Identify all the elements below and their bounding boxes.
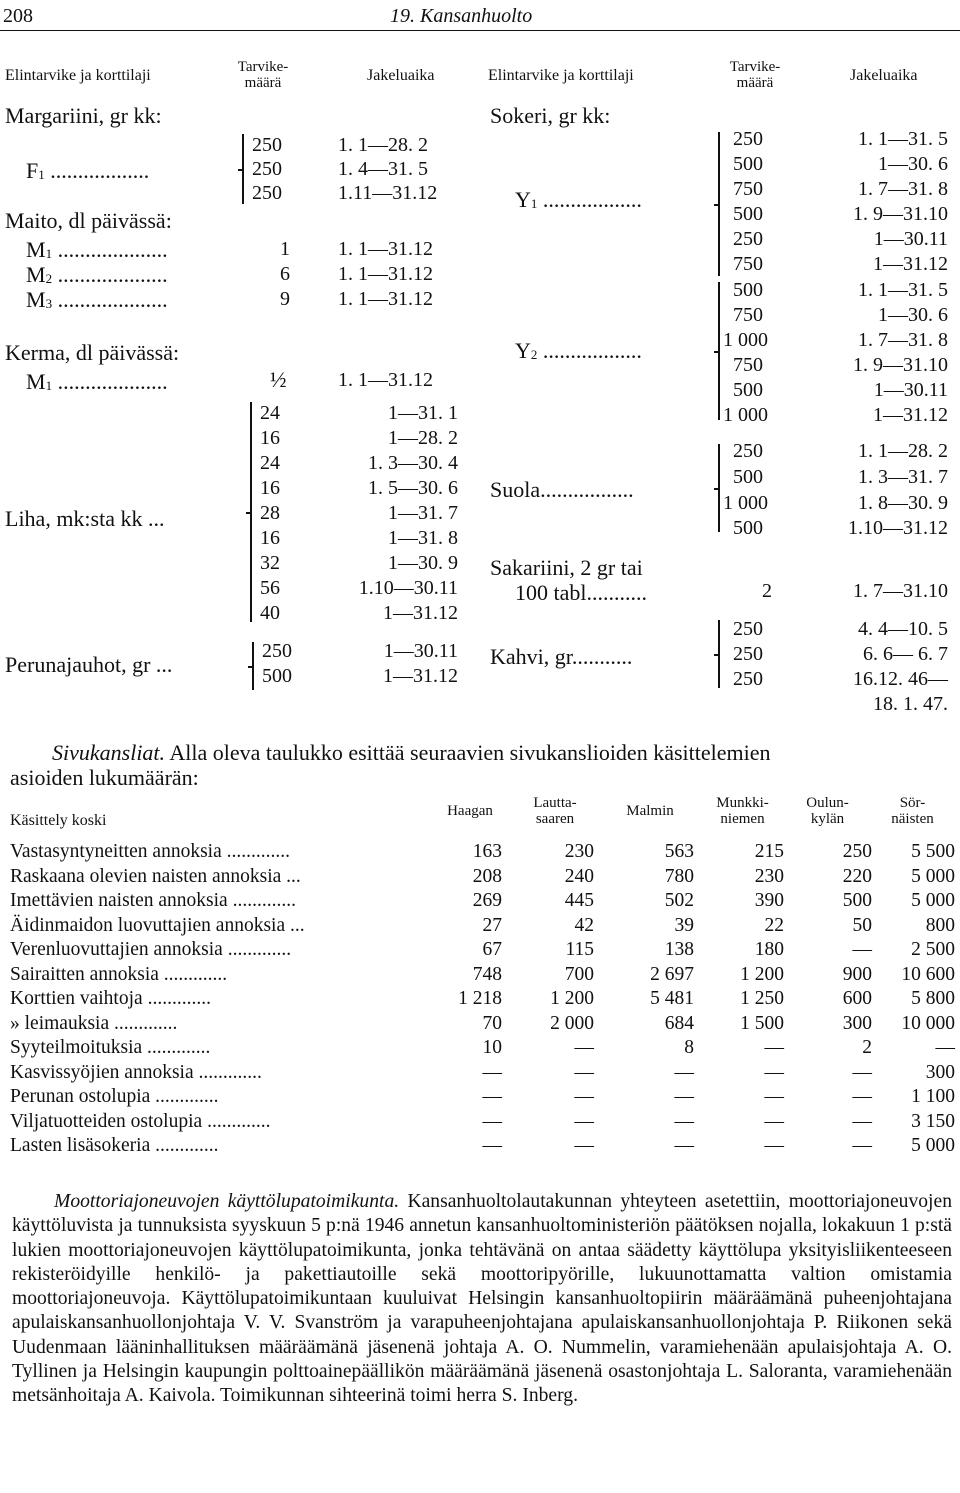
value-cell: — — [674, 1110, 694, 1132]
leader-dots: ............. — [227, 890, 296, 911]
right-header-item: Elintarvike ja korttilaji — [488, 67, 634, 84]
stats-header-col: Lautta- saaren — [533, 795, 577, 827]
row-label-text: Raskaana olevien naisten annoksia ... — [10, 865, 301, 887]
value-cell: — — [852, 1086, 872, 1107]
value-cell: 445 — [564, 890, 594, 911]
row-label-kahvi: Kahvi, gr........... — [490, 644, 633, 669]
amount-cell: 500 — [733, 379, 763, 401]
value-cell: — — [574, 1086, 594, 1107]
stats-header-col: Haagan — [447, 803, 493, 819]
value-cell: 5 800 — [911, 988, 955, 1009]
row-label — [10, 987, 430, 1012]
amount-cell: 250 — [733, 228, 763, 250]
stats-header-col: Malmin — [626, 803, 674, 819]
value-cell: 5 000 — [911, 1135, 955, 1156]
period-cell: 1. 1—28. 2 — [338, 134, 428, 156]
value-cell: 115 — [565, 939, 594, 960]
row-label-text: Äidinmaidon luovuttajien annoksia ... — [10, 914, 305, 936]
value-cell: 390 — [754, 890, 784, 911]
row-label-liha: Liha, mk:sta kk ... — [5, 506, 165, 531]
row-label — [10, 840, 430, 865]
value-cell: 10 600 — [901, 963, 955, 985]
period-cell: 1—31. 7 — [388, 502, 458, 524]
row-label-text: » leimauksia — [10, 1012, 110, 1034]
value-cell: 300 — [842, 1012, 872, 1034]
left-header-item: Elintarvike ja korttilaji — [5, 67, 151, 84]
amount-cell: 500 — [733, 279, 763, 301]
amount-cell: 1 000 — [723, 404, 768, 426]
value-cell: 600 — [842, 988, 872, 1009]
right-header-amount: Tarvike- määrä — [729, 59, 781, 91]
value-cell: — — [574, 1135, 594, 1156]
row-label-text: Korttien vaihtoja — [10, 988, 143, 1009]
row-label-margariini: Margariini, gr kk: — [5, 103, 162, 128]
row-label — [10, 1061, 430, 1086]
period-cell: 1. 1—31.12 — [338, 369, 433, 391]
table-row — [10, 1134, 955, 1159]
amount-cell: 2 — [762, 580, 772, 602]
period-cell: 1.10—31.12 — [848, 517, 948, 539]
value-cell: 5 000 — [911, 890, 955, 911]
table-row — [10, 1110, 955, 1135]
period-cell: 1—30. 6 — [878, 153, 948, 175]
row-label-text: Sairaitten annoksia — [10, 963, 159, 985]
row-label-m3: M3 .................... — [26, 287, 168, 312]
amount-cell: 56 — [260, 577, 280, 599]
value-cell: 2 000 — [550, 1012, 594, 1034]
amount-cell: 28 — [260, 502, 280, 524]
value-cell: — — [574, 1061, 594, 1083]
sivukansliat-intro — [52, 740, 771, 766]
row-label — [10, 1134, 430, 1159]
amount-cell: 1 000 — [723, 329, 768, 351]
table-row — [10, 963, 955, 988]
value-cell: 5 500 — [911, 841, 955, 862]
amount-cell: 250 — [733, 643, 763, 665]
amount-cell: 500 — [733, 203, 763, 225]
row-label-text: Vastasyntyneitten annoksia — [10, 841, 222, 862]
value-cell: 2 697 — [650, 963, 694, 985]
value-cell: 900 — [842, 963, 872, 985]
period-cell: 1. 8—30. 9 — [858, 492, 948, 514]
brace — [718, 444, 720, 532]
amount-cell: 250 — [252, 134, 282, 156]
value-cell: 22 — [764, 914, 784, 936]
stats-header-col: Oulun- kylän — [806, 795, 849, 827]
value-cell: 208 — [472, 865, 502, 887]
value-cell: — — [764, 1086, 784, 1107]
value-cell: 39 — [674, 914, 694, 936]
period-cell: 1—31.12 — [873, 404, 948, 426]
value-cell: 5 000 — [911, 865, 955, 887]
amount-cell: 750 — [733, 178, 763, 200]
row-label-sakariini-2: 100 tabl........... — [515, 580, 647, 605]
value-cell: 1 250 — [740, 988, 784, 1009]
table-row — [10, 914, 955, 939]
brace — [250, 402, 252, 622]
period-cell: 1. 1—31. 5 — [858, 279, 948, 301]
row-label — [10, 1036, 430, 1061]
amount-cell: 16 — [260, 427, 280, 449]
running-title: 19. Kansanhuolto — [390, 5, 533, 27]
amount-cell: 250 — [733, 440, 763, 462]
brace — [718, 132, 720, 276]
value-cell: 180 — [754, 939, 784, 960]
row-label-suola: Suola................. — [490, 477, 634, 502]
value-cell: — — [482, 1135, 502, 1156]
row-label — [10, 1110, 430, 1135]
row-label-kerma: Kerma, dl päivässä: — [5, 340, 180, 365]
value-cell: 780 — [664, 865, 694, 887]
period-cell: 1—31.12 — [383, 665, 458, 687]
amount-cell: 16 — [260, 477, 280, 499]
period-cell: 1—31. 1 — [388, 402, 458, 424]
left-header-amount: Tarvike- määrä — [237, 59, 289, 91]
period-cell: 1—30.11 — [873, 379, 948, 401]
amount-cell: 500 — [733, 517, 763, 539]
value-cell: 27 — [482, 914, 502, 936]
row-label — [10, 1012, 430, 1037]
table-row — [10, 865, 955, 890]
leader-dots: ............. — [193, 1061, 262, 1083]
value-cell: 50 — [852, 914, 872, 936]
value-cell: 1 100 — [911, 1086, 955, 1107]
value-cell: — — [852, 1110, 872, 1132]
moottori-title: Moottoriajoneuvojen käyttölupatoimikunta. — [54, 1191, 400, 1212]
value-cell: — — [674, 1061, 694, 1083]
value-cell: — — [574, 1110, 594, 1132]
row-label-kerma-m1: M1 .................... — [26, 369, 168, 394]
row-label-text: Viljatuotteiden ostolupia — [10, 1110, 203, 1132]
value-cell: 1 200 — [550, 988, 594, 1009]
row-label — [10, 914, 430, 939]
period-cell: 1. 1—28. 2 — [858, 440, 948, 462]
row-label — [10, 1085, 430, 1110]
row-label — [10, 865, 430, 890]
period-cell: 1. 4—31. 5 — [338, 158, 428, 180]
amount-cell: 750 — [733, 304, 763, 326]
row-label-perunajauhot: Perunajauhot, gr ... — [5, 652, 173, 677]
value-cell: 800 — [925, 914, 955, 936]
value-cell: 138 — [664, 939, 694, 960]
value-cell: 42 — [574, 914, 594, 936]
sivukansliat-text-2: asioiden lukumäärän: — [10, 765, 199, 790]
amount-cell: 250 — [252, 158, 282, 180]
value-cell: — — [674, 1086, 694, 1107]
value-cell: 1 500 — [740, 1012, 784, 1034]
period-cell: 1. 1—31.12 — [338, 238, 433, 260]
value-cell: — — [764, 1061, 784, 1083]
amount-cell: 250 — [733, 618, 763, 640]
value-cell: — — [764, 1110, 784, 1132]
amount-cell: 250 — [262, 640, 292, 662]
value-cell: 230 — [564, 841, 594, 862]
period-cell: 1. 7—31. 8 — [858, 329, 948, 351]
stats-header-subject: Käsittely koski — [10, 812, 107, 829]
sivukansliat-title: Sivukansliat. — [52, 740, 166, 765]
table-row — [10, 840, 955, 865]
value-cell: 1 218 — [458, 988, 502, 1009]
amount-cell: 16 — [260, 527, 280, 549]
row-label-text: Kasvissyöjien annoksia — [10, 1061, 194, 1083]
amount-cell: 750 — [733, 354, 763, 376]
period-cell: 1. 3—30. 4 — [368, 452, 458, 474]
period-cell: 1. 9—31.10 — [853, 354, 948, 376]
value-cell: 684 — [664, 1012, 694, 1034]
right-header-period: Jakeluaika — [850, 67, 918, 84]
value-cell: — — [764, 1135, 784, 1156]
table-row — [10, 889, 955, 914]
value-cell: 3 150 — [911, 1110, 955, 1132]
amount-cell: 9 — [280, 288, 290, 310]
amount-cell: 6 — [280, 263, 290, 285]
amount-cell: 500 — [733, 153, 763, 175]
period-cell: 16.12. 46— — [853, 668, 948, 690]
value-cell: — — [852, 1135, 872, 1156]
value-cell: 10 000 — [901, 1012, 955, 1034]
row-label — [10, 963, 430, 988]
amount-cell: 250 — [733, 128, 763, 150]
row-label-text: Syyteilmoituksia — [10, 1037, 143, 1058]
value-cell: 748 — [472, 963, 502, 985]
period-cell: 1. 7—31.10 — [853, 580, 948, 602]
stats-header-col: Sör- näisten — [891, 795, 934, 827]
amount-cell: 1 — [280, 238, 290, 260]
table-row — [10, 1036, 955, 1061]
amount-cell: 24 — [260, 402, 280, 424]
amount-cell: 1 000 — [723, 492, 768, 514]
moottori-paragraph — [12, 1190, 952, 1409]
value-cell: 8 — [684, 1037, 694, 1058]
value-cell: 500 — [842, 890, 872, 911]
row-label-sokeri: Sokeri, gr kk: — [490, 103, 611, 128]
header-rule — [0, 30, 960, 31]
leader-dots: ............. — [150, 1135, 219, 1156]
value-cell: 563 — [664, 841, 694, 862]
amount-cell: 250 — [252, 182, 282, 204]
value-cell: 70 — [482, 1012, 502, 1034]
amount-cell: ½ — [270, 367, 287, 392]
row-label — [10, 938, 430, 963]
value-cell: 230 — [754, 865, 784, 887]
row-label-text: Imettävien naisten annoksia — [10, 890, 228, 911]
row-label-text: Verenluovuttajien annoksia — [10, 939, 223, 960]
row-label-maito: Maito, dl päivässä: — [5, 208, 172, 233]
amount-cell: 250 — [733, 668, 763, 690]
period-cell: 1—30.11 — [383, 640, 458, 662]
value-cell: — — [482, 1086, 502, 1107]
period-cell: 1—30. 6 — [878, 304, 948, 326]
period-cell: 1—30. 9 — [388, 552, 458, 574]
row-label-y1: Y1 .................. — [515, 187, 642, 212]
value-cell: — — [482, 1110, 502, 1132]
value-cell: 215 — [754, 841, 784, 862]
period-cell: 1. 1—31. 5 — [858, 128, 948, 150]
value-cell: 220 — [842, 865, 872, 887]
value-cell: 700 — [564, 963, 594, 985]
row-label-sakariini: Sakariini, 2 gr tai — [490, 555, 643, 580]
period-cell: 18. 1. 47. — [873, 693, 948, 715]
period-cell: 1—30.11 — [873, 228, 948, 250]
value-cell: — — [852, 939, 872, 960]
value-cell: 502 — [664, 890, 694, 911]
page-number: 208 — [3, 5, 33, 27]
amount-cell: 750 — [733, 253, 763, 275]
value-cell: — — [764, 1037, 784, 1058]
period-cell: 1.10—30.11 — [358, 577, 458, 599]
period-cell: 1. 3—31. 7 — [858, 466, 948, 488]
row-label-text: Perunan ostolupia — [10, 1086, 151, 1107]
amount-cell: 24 — [260, 452, 280, 474]
value-cell: 10 — [482, 1037, 502, 1058]
leader-dots: ............. — [142, 988, 211, 1009]
value-cell: — — [852, 1061, 872, 1083]
value-cell: — — [574, 1037, 594, 1058]
left-header-period: Jakeluaika — [367, 67, 435, 84]
period-cell: 1—31. 8 — [388, 527, 458, 549]
moottori-text: Kansanhuoltolautakunnan yhteyteen asetettiin, moottoriajoneuvojen käyttöluvista ja tunnuksista syyskuun 5 p:nä 1946 annetun kansanhuoltoministeriön päätöksen nojalla, lokakuun 1 p:stä lukien moottoriajoneuvojen käyttölupatoimikunta, jonka tehtävänä on antaa säädetty käyttölupa yksityisliikenteeseen rekisteröidyille henkilö- ja pakettiautoille sekä moottoripyörille, lukuunottamatta valtion omistamia moottoriajoneuvoja. Käyttölupatoimikuntaan kuuluivat Helsingin kansanhuoltopiirin määräämänä puheenjohtajana apulaiskansanhuollonjohtaja V. V. Svanström ja varapuheenjohtajana apulaiskansanhuollonjohtaja P. Riikonen sekä Uudenmaan lääninhallituksen määräämänä jäsenenä johtaja A. O. Nummelin, varamiehenään apulaisjohtaja A. O. Tyllinen ja Helsingin kaupungin polttoainepäällikön määräämänä jäsenenä osastonjohtaja L. Saloranta, varamiehenään metsänhoitaja A. Kaivola. Toimikunnan sihteerinä toimi herra S. Inberg. — [12, 1191, 952, 1407]
value-cell: 5 481 — [650, 988, 694, 1009]
value-cell: — — [482, 1061, 502, 1083]
table-row — [10, 987, 955, 1012]
value-cell: 2 — [862, 1037, 872, 1058]
sivukansliat-table — [10, 840, 955, 1159]
period-cell: 1. 1—31.12 — [338, 263, 433, 285]
stats-header-col: Munkki- niemen — [716, 795, 769, 827]
row-label-f1: F1 .................. — [26, 158, 150, 183]
leader-dots: ............. — [109, 1012, 178, 1034]
table-row — [10, 1085, 955, 1110]
leader-dots: ............. — [150, 1086, 219, 1107]
row-label-text: Lasten lisäsokeria — [10, 1135, 151, 1156]
period-cell: 1. 5—30. 6 — [368, 477, 458, 499]
brace — [252, 642, 254, 690]
period-cell: 6. 6— 6. 7 — [863, 643, 948, 665]
period-cell: 1. 9—31.10 — [853, 203, 948, 225]
period-cell: 1—31.12 — [873, 253, 948, 275]
row-label-m1: M1 .................... — [26, 237, 168, 262]
amount-cell: 40 — [260, 602, 280, 624]
table-row — [10, 1061, 955, 1086]
period-cell: 1—28. 2 — [388, 427, 458, 449]
row-label-y2: Y2 .................. — [515, 338, 642, 363]
brace — [718, 282, 720, 420]
table-row — [10, 938, 955, 963]
leader-dots: ............. — [158, 963, 228, 985]
row-label-m2: M2 .................... — [26, 262, 168, 287]
brace — [242, 134, 244, 204]
amount-cell: 500 — [733, 466, 763, 488]
table-row — [10, 1012, 955, 1037]
value-cell: 300 — [925, 1061, 955, 1083]
brace — [718, 620, 720, 688]
value-cell: 2 500 — [911, 939, 955, 960]
value-cell: 250 — [842, 841, 872, 862]
value-cell: — — [935, 1037, 955, 1058]
period-cell: 4. 4—10. 5 — [858, 618, 948, 640]
leader-dots: ............. — [142, 1037, 211, 1058]
leader-dots: ............. — [222, 939, 292, 960]
period-cell: 1—31.12 — [383, 602, 458, 624]
leader-dots: ............. — [221, 841, 290, 862]
value-cell: 1 200 — [740, 963, 784, 985]
value-cell: 163 — [472, 841, 502, 862]
value-cell: 240 — [564, 865, 594, 887]
value-cell: 67 — [482, 939, 502, 960]
period-cell: 1. 1—31.12 — [338, 288, 433, 310]
amount-cell: 32 — [260, 552, 280, 574]
amount-cell: 500 — [262, 665, 292, 687]
period-cell: 1. 7—31. 8 — [858, 178, 948, 200]
sivukansliat-text: Alla oleva taulukko esittää seuraavien sivukanslioiden käsittelemien — [165, 740, 771, 765]
period-cell: 1.11—31.12 — [338, 182, 438, 204]
value-cell: 269 — [472, 890, 502, 911]
row-label — [10, 889, 430, 914]
value-cell: — — [674, 1135, 694, 1156]
leader-dots: ............. — [202, 1110, 271, 1132]
